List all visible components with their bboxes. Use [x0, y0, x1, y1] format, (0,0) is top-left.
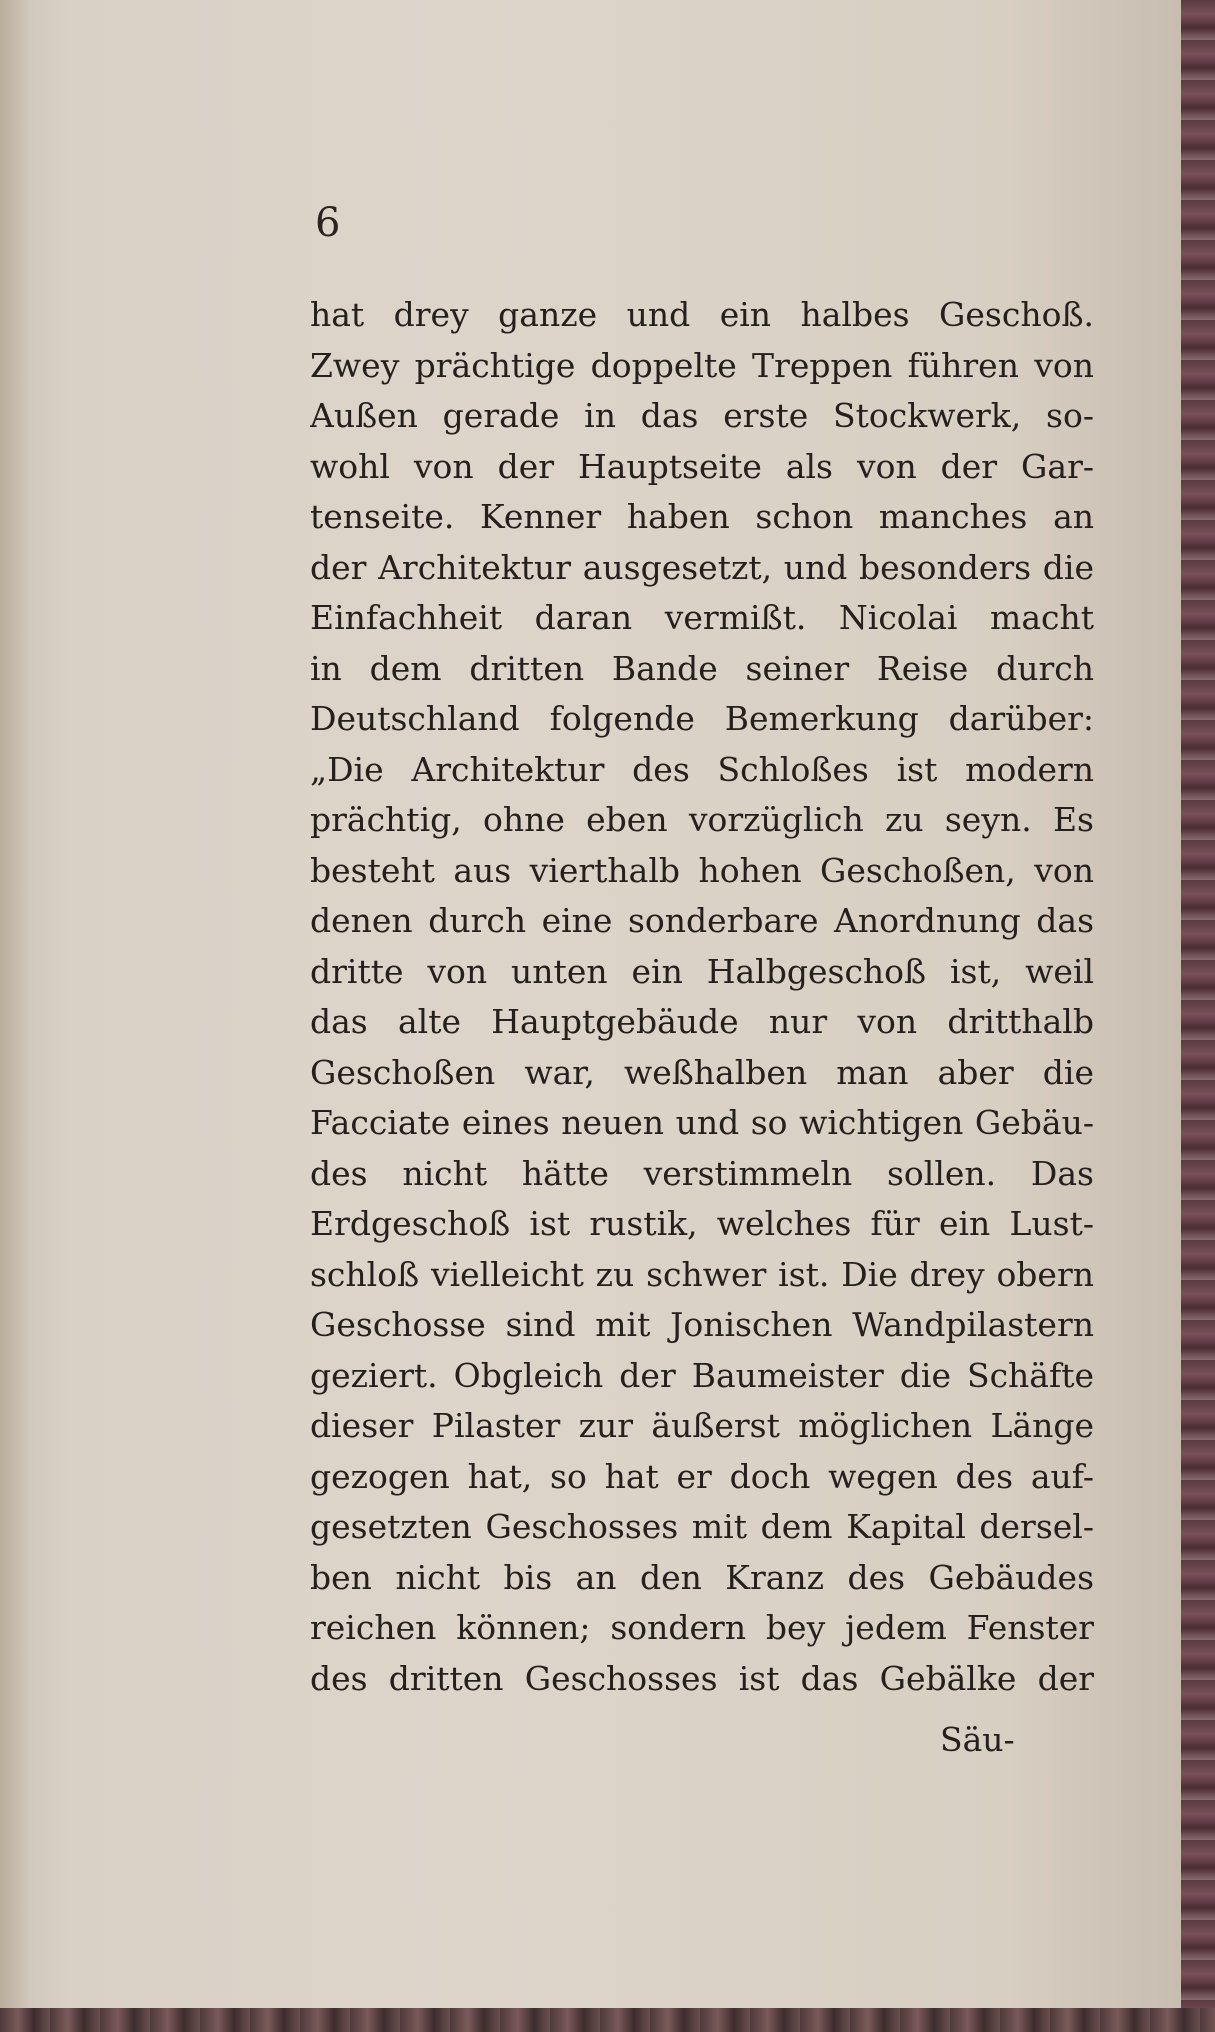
text-line: schloß vielleicht zu schwer ist. Die drey obern [310, 1254, 1094, 1294]
text-line: des dritten Geschosses ist das Gebälke der [310, 1658, 1094, 1698]
catchword: Säu- [940, 1720, 1015, 1759]
book-edge-bottom [0, 2008, 1215, 2032]
text-line: besteht aus vierthalb hohen Geschoßen, von [310, 850, 1094, 890]
text-line: wohl von der Hauptseite als von der Gar- [310, 446, 1094, 486]
text-line: dritte von unten ein Halbgeschoß ist, weil [310, 951, 1094, 991]
text-line: Deutschland folgende Bemerkung darüber: [310, 699, 1094, 738]
text-line: hat drey ganze und ein halbes Geschoß. [310, 295, 1094, 334]
text-line: der Architektur ausgesetzt, und besonders die [310, 547, 1094, 587]
text-line: „Die Architektur des Schloßes ist modern [310, 749, 1094, 789]
text-line: des nicht hätte verstimmeln sollen. Das [310, 1153, 1094, 1193]
book-edge [1181, 0, 1215, 2032]
text-line: Zwey prächtige doppelte Treppen führen von [310, 345, 1094, 385]
text-line: reichen können; sondern bey jedem Fenster [310, 1608, 1094, 1647]
text-line: ben nicht bis an den Kranz des Gebäudes [310, 1557, 1094, 1597]
text-line: Geschosse sind mit Jonischen Wandpilastern [310, 1305, 1094, 1344]
text-line: geziert. Obgleich der Baumeister die Schäfte [310, 1355, 1094, 1395]
text-line: das alte Hauptgebäude nur von dritthalb [310, 1002, 1094, 1041]
body-text [310, 290, 1094, 1704]
text-line: Erdgeschoß ist rustik, welches für ein Lust- [310, 1204, 1094, 1243]
page-number: 6 [315, 200, 341, 246]
text-line: denen durch eine sonderbare Anordnung das [310, 901, 1094, 940]
text-line: in dem dritten Bande seiner Reise durch [310, 648, 1094, 688]
text-line: prächtig, ohne eben vorzüglich zu seyn. Es [310, 800, 1094, 839]
text-line: gesetzten Geschosses mit dem Kapital dersel- [310, 1507, 1094, 1546]
text-line: dieser Pilaster zur äußerst möglichen Länge [310, 1406, 1094, 1445]
text-line: Geschoßen war, weßhalben man aber die [310, 1052, 1094, 1092]
text-line: Einfachheit daran vermißt. Nicolai macht [310, 598, 1094, 637]
page-gutter [0, 0, 30, 2008]
text-line: Facciate eines neuen und so wichtigen Gebäu- [310, 1103, 1094, 1142]
text-line: tenseite. Kenner haben schon manches an [310, 497, 1094, 536]
text-line: Außen gerade in das erste Stockwerk, so- [310, 396, 1094, 435]
text-line: gezogen hat, so hat er doch wegen des auf- [310, 1456, 1094, 1496]
